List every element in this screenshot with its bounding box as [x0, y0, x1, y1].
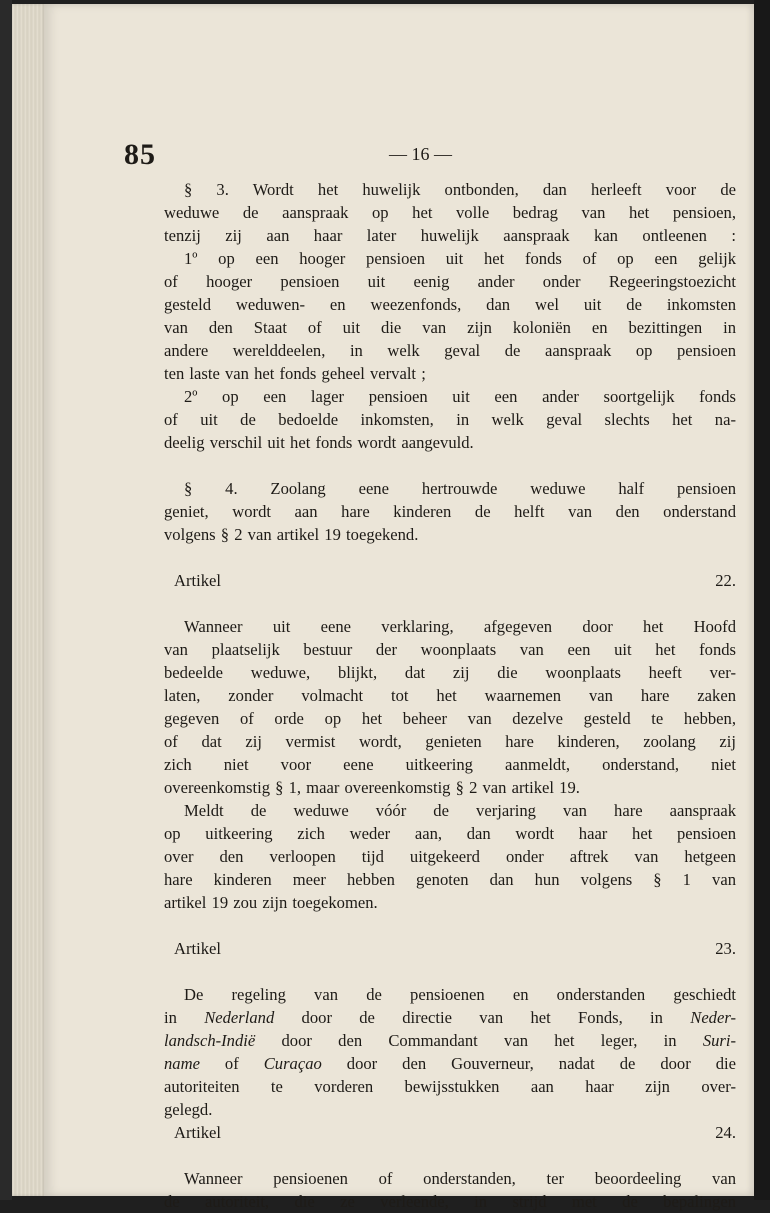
text-line: hare kinderen meer hebben genoten dan hun volgens § 1 van — [164, 870, 736, 889]
text-line: de autoriteit, die ze verleende, in strijd met de bepalingen — [164, 1192, 736, 1211]
text-line: § 3. Wordt het huwelijk ontbonden, dan herleeft voor de — [184, 180, 736, 199]
italic-place-name: Neder- — [690, 1008, 736, 1027]
italic-place-name: landsch-Indië — [164, 1031, 256, 1050]
text-line: op uitkeering zich weder aan, dan wordt haar het pensioen — [164, 824, 736, 843]
text-line: andere werelddeelen, in welk geval de aanspraak op pensioen — [164, 341, 736, 360]
text-line: zich niet voor eene uitkeering aanmeldt, onderstand, niet — [164, 755, 736, 774]
spacer — [164, 592, 736, 615]
text-line: tenzij zij aan haar later huwelijk aanspraak kan ontleenen : — [164, 226, 736, 245]
page-text — [124, 138, 736, 1213]
italic-place-name: Suri- — [702, 1031, 736, 1050]
text-line: overeenkomstig § 1, maar overeenkomstig § 2 van artikel 19. — [164, 778, 580, 797]
text-line: van plaatselijk bestuur der woonplaats van een uit het fonds — [164, 640, 736, 659]
text-line: over den verloopen tijd uitgekeerd onder aftrek van hetgeen — [164, 847, 736, 866]
page-edges — [12, 4, 46, 1196]
article-heading-23: Artikel 23. — [174, 939, 736, 958]
text-line: § 4. Zoolang eene hertrouwde weduwe half pensioen — [184, 479, 736, 498]
text-line: bedeelde weduwe, blijkt, dat zij die woonplaats heeft ver- — [164, 663, 736, 682]
spacer — [164, 454, 736, 477]
text-line: of dat zij vermist wordt, genieten hare kinderen, zoolang zij — [164, 732, 736, 751]
text-line: autoriteiten te vorderen bewijsstukken aan haar zijn over- — [164, 1077, 736, 1096]
text-line: laten, zonder volmacht tot het waarnemen van hare zaken — [164, 686, 736, 705]
text-line: geniet, wordt aan hare kinderen de helft van den onderstand — [164, 502, 736, 521]
text-fragment: door den Commandant van het leger, in — [255, 1031, 703, 1050]
text-line: De regeling van de pensioenen en onderstanden geschiedt — [184, 985, 736, 1004]
text-line: van den Staat of uit die van zijn koloniën en bezittingen in — [164, 318, 736, 337]
text-line: weduwe de aanspraak op het volle bedrag van het pensioen, — [164, 203, 736, 222]
text-line: Wanneer pensioenen of onderstanden, ter beoordeeling van — [184, 1169, 736, 1188]
article-heading-24: Artikel 24. — [174, 1123, 736, 1142]
background-edge — [754, 0, 770, 1200]
text-line — [164, 1029, 736, 1052]
italic-place-name: Nederland — [204, 1008, 275, 1027]
text-line: 2º op een lager pensioen uit een ander soortgelijk fonds — [184, 387, 736, 406]
text-line: gelegd. — [164, 1100, 213, 1119]
text-line: gegeven of orde op het beheer van dezelve gesteld te hebben, — [164, 709, 736, 728]
folio-number: 85 — [124, 138, 156, 171]
text-line — [164, 1052, 736, 1075]
page-header — [124, 138, 736, 178]
text-line: deelig verschil uit het fonds wordt aangevuld. — [164, 433, 474, 452]
text-line: of hooger pensioen uit eenig ander onder Regeeringstoezicht — [164, 272, 736, 291]
spacer — [164, 914, 736, 937]
text-line: 1º op een hooger pensioen uit het fonds of op een gelijk — [184, 249, 736, 268]
text-line: Wanneer uit eene verklaring, afgegeven door het Hoofd — [184, 617, 736, 636]
text-line: of uit de bedoelde inkomsten, in welk geval slechts het na- — [164, 410, 736, 429]
text-line: gesteld weduwen- en weezenfonds, dan wel uit de inkomsten — [164, 295, 736, 314]
article-heading-22: Artikel 22. — [174, 571, 736, 590]
italic-place-name: Curaçao — [263, 1054, 322, 1073]
text-fragment: of — [199, 1054, 264, 1073]
text-line: volgens § 2 van artikel 19 toegekend. — [164, 525, 419, 544]
text-line: Meldt de weduwe vóór de verjaring van hare aanspraak — [184, 801, 736, 820]
text-fragment: door den Gouverneur, nadat de door die — [321, 1054, 736, 1073]
spacer — [164, 546, 736, 569]
text-line: ten laste van het fonds geheel vervalt ; — [164, 364, 426, 383]
book-spine — [0, 0, 12, 1200]
text-fragment: door de directie van het Fonds, in — [274, 1008, 691, 1027]
spacer — [164, 960, 736, 983]
italic-place-name: name — [164, 1054, 200, 1073]
text-line: artikel 19 zou zijn toegekomen. — [164, 893, 378, 912]
text-line — [164, 1006, 736, 1029]
page-number: — 16 — — [389, 144, 452, 164]
spacer — [164, 1144, 736, 1167]
text-fragment: in — [164, 1008, 205, 1027]
